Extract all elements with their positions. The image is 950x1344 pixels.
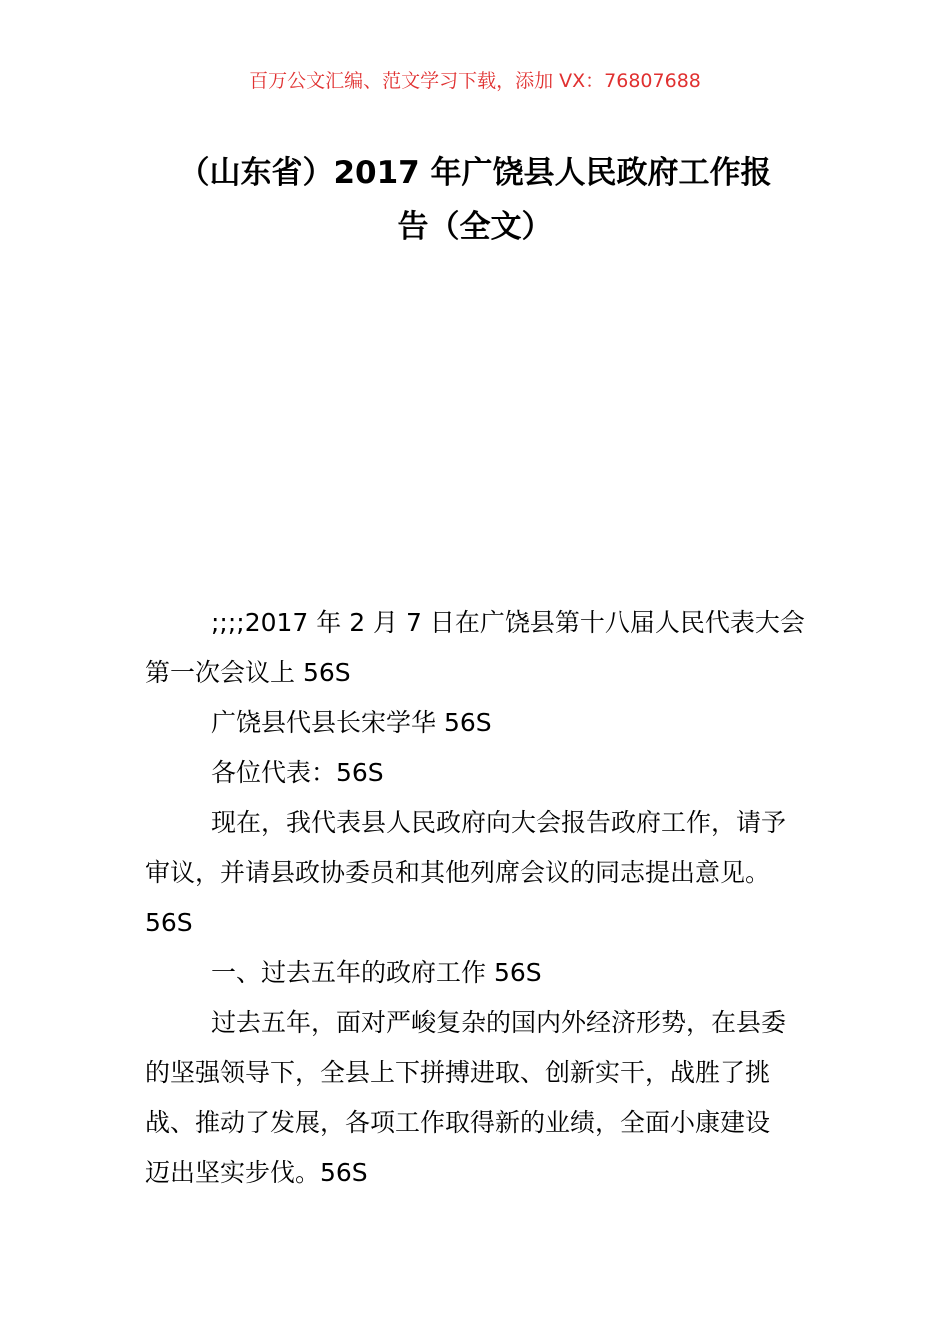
paragraph-salutation	[145, 748, 810, 798]
paragraph-line: 一、过去五年的政府工作 56S	[211, 958, 542, 987]
paragraph-line: 迈出坚实步伐。56S	[145, 1158, 368, 1187]
paragraph-speaker	[145, 698, 810, 748]
paragraph-line: 56S	[145, 908, 193, 937]
document-title	[140, 146, 810, 254]
paragraph-review	[145, 998, 810, 1198]
section-heading	[145, 948, 810, 998]
paragraph-intro	[145, 798, 810, 948]
paragraph-line: 广饶县代县长宋学华 56S	[211, 708, 492, 737]
paragraph-line: 审议，并请县政协委员和其他列席会议的同志提出意见。	[145, 858, 771, 887]
paragraph-line: 过去五年，面对严峻复杂的国内外经济形势，在县委	[211, 1008, 787, 1037]
document-body	[145, 598, 810, 1198]
paragraph-line: 各位代表：56S	[211, 758, 384, 787]
title-line-2: 告（全文）	[397, 209, 553, 245]
title-line-1: （山东省）2017 年广饶县人民政府工作报	[178, 155, 772, 191]
paragraph-line: 的坚强领导下，全县上下拼搏进取、创新实干，战胜了挑	[145, 1058, 771, 1087]
paragraph-line: 现在，我代表县人民政府向大会报告政府工作，请予	[211, 808, 787, 837]
paragraph-line: 战、推动了发展，各项工作取得新的业绩，全面小康建设	[145, 1108, 771, 1137]
paragraph-meeting-info	[145, 598, 810, 698]
paragraph-line: ;;;;2017 年 2 月 7 日在广饶县第十八届人民代表大会	[211, 608, 805, 637]
paragraph-line: 第一次会议上 56S	[145, 658, 351, 687]
header-note: 百万公文汇编、范文学习下载，添加 VX：76807688	[249, 70, 701, 92]
